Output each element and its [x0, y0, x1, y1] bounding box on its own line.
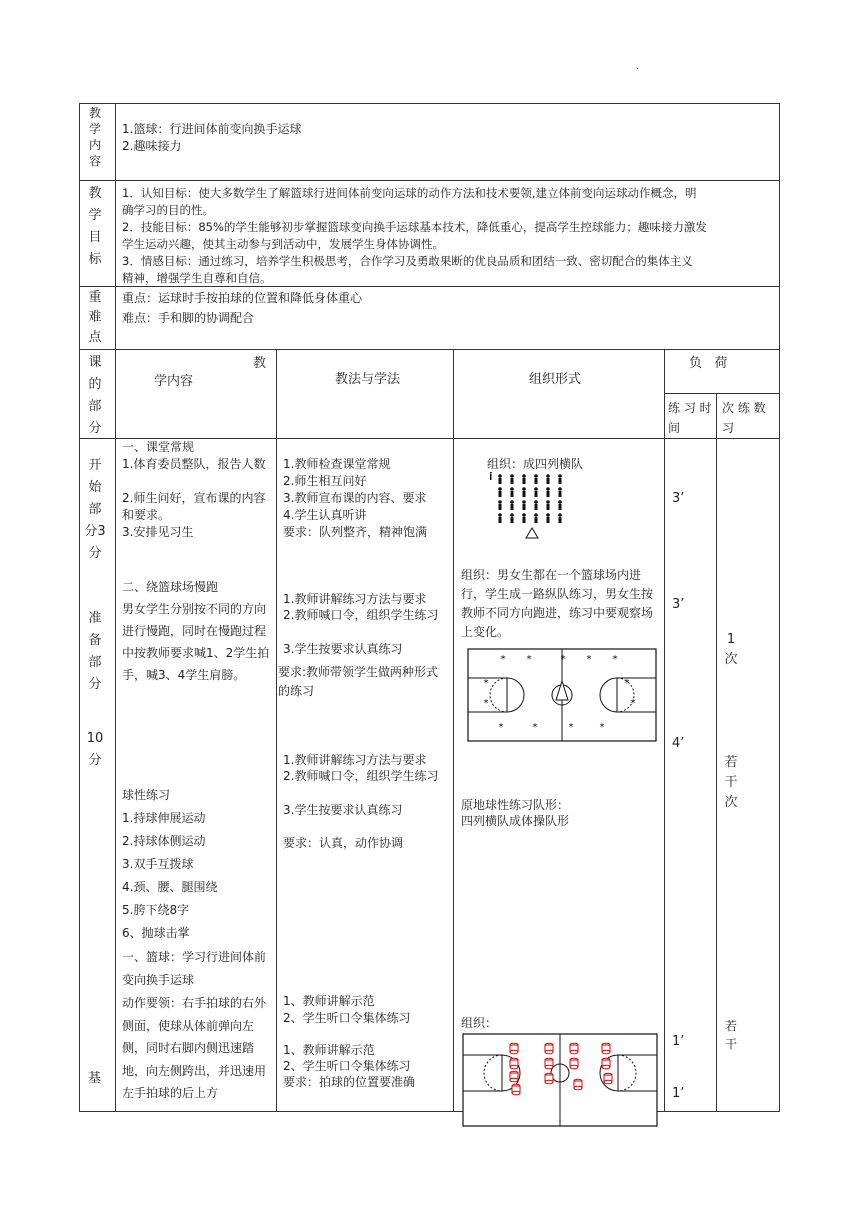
content-s3-item-2: 2.持球体侧运动 — [122, 834, 206, 848]
svg-text:*: * — [483, 698, 489, 709]
header-count: 次 练 数 习 — [722, 401, 766, 435]
goals-line-4: 学生运动兴趣，使其主动参与到活动中，发展学生身体协调性。 — [122, 237, 444, 251]
svg-text:*: * — [500, 654, 506, 665]
goals-line-1: 1．认知目标：使大多数学生了解篮球行进间体前变向运球的动作方法和技术要领,建立体前变向运球动作概念，明 — [122, 186, 697, 200]
content-s1-item-2: 2.师生问好，宣布课的内容和要求。 — [122, 491, 266, 522]
org-2: 组织：男女生都在一个篮球场内进行，学生成一路纵队练习，男女生按教师不同方向跑进，练习中要观察场上变化。 — [461, 568, 654, 639]
org-1: 组织：成四列横队 — [487, 457, 584, 471]
content-s3-item-4: 4.颈、腰、腿围绕 — [122, 880, 218, 894]
count-1: 1次 — [724, 632, 738, 667]
method-2-line-2: 2.教师喊口令，组织学生练习 — [283, 608, 439, 622]
header-method: 教法与学法 — [335, 372, 401, 387]
content-s1-title: 一、课堂常规 — [122, 440, 195, 454]
content-s3-item-1: 1.持球伸展运动 — [122, 811, 206, 825]
part-start: 开始部分3分 — [84, 458, 106, 561]
time-1: 3’ — [672, 491, 685, 506]
svg-text:*: * — [586, 654, 592, 665]
formation-diagram — [490, 472, 580, 542]
part-prep-min: 10分 — [86, 731, 104, 768]
court-diagram-2 — [462, 1033, 658, 1127]
content-s3-title: 球性练习 — [122, 788, 171, 802]
svg-text:*: * — [532, 722, 538, 733]
org-3a: 原地球性练习队形： — [461, 798, 570, 812]
time-4: 1’ — [672, 1034, 685, 1049]
content-s3-item-5: 5.胯下绕8字 — [122, 903, 190, 917]
svg-text:*: * — [630, 698, 636, 709]
svg-text:*: * — [560, 654, 566, 665]
goals-line-2: 确学习的目的性。 — [122, 203, 214, 217]
method-1-line-3: 3.教师宣布课的内容、要求 — [283, 491, 427, 505]
method-1-line-4: 4.学生认真听讲 — [283, 508, 367, 522]
method-3-line-3: 3.学生按要求认真练习 — [283, 803, 403, 817]
header-content-b: 学内容 — [154, 374, 194, 389]
label-key: 重难点 — [88, 290, 102, 345]
header-load: 负 荷 — [689, 356, 728, 371]
content-s4-text: 动作要领：右手拍球的右外侧面，使球从体前弹向左侧，同时右脚内侧迅速踏地，向左侧跨出，并迅速用左手拍球的后上方 — [122, 996, 267, 1100]
method-1-line-5: 要求：队列整齐，精神饱满 — [283, 525, 428, 539]
svg-text:*: * — [498, 722, 504, 733]
content-s3-item-6: 6、抛球击掌 — [122, 926, 190, 940]
label-goals: 教学目标 — [88, 186, 102, 267]
method-5-line-3: 要求：拍球的位置要准确 — [283, 1075, 416, 1089]
header-part: 课的部分 — [88, 355, 102, 436]
content-s2-text: 男女学生分别按不同的方向进行慢跑，同时在慢跑过程中按教师要求喊1、2学生拍手，喊3、4学生肩膀。 — [122, 602, 270, 682]
goals-line-3: 2．技能目标：85%的学生能够初步掌握篮球变向换手运球基本技术，降低重心，提高学生控球能力；趣味接力激发 — [122, 220, 707, 234]
content-s1-item-3: 3.安排见习生 — [122, 525, 194, 539]
header-content-a: 教 — [253, 356, 267, 371]
label-content: 教学内容 — [88, 106, 101, 168]
key-line-1: 重点：运球时手按拍球的位置和降低身体重心 — [122, 291, 363, 305]
goals-line-6: 精神，增强学生自尊和自信。 — [122, 271, 272, 285]
count-2: 若干次 — [724, 755, 738, 810]
student-figures — [490, 472, 492, 480]
method-2-line-4: 要求:教师带领学生做两种形式的练习 — [278, 665, 439, 698]
method-3-line-4: 要求：认真，动作协调 — [283, 836, 404, 850]
svg-text:*: * — [599, 722, 605, 733]
org-4: 组织： — [461, 1016, 498, 1030]
org-3b: 四列横队成体操队形 — [461, 814, 570, 828]
court-diagram-1 — [467, 648, 657, 742]
method-4-line-1: 1、教师讲解示范 — [283, 994, 375, 1008]
method-2-line-1: 1.教师讲解练习方法与要求 — [283, 592, 427, 606]
teacher-triangle-icon — [526, 528, 538, 538]
svg-text:*: * — [483, 678, 489, 689]
method-5-line-1: 1、教师讲解示范 — [283, 1043, 375, 1057]
corner-mark: . — [636, 61, 640, 72]
goals-line-5: 3．情感目标：通过练习，培养学生积极思考，合作学习及勇敢果断的优良品质和团结一致、密切配合的集体主义 — [122, 254, 693, 268]
part-base: 基 — [88, 1071, 102, 1086]
svg-text:*: * — [526, 654, 532, 665]
part-prep: 准备部分 — [88, 611, 102, 692]
content-s4-title: 一、篮球：学习行进间体前变向换手运球 — [122, 950, 267, 987]
svg-text:*: * — [624, 678, 630, 689]
content-s3-item-3: 3.双手互拨球 — [122, 857, 194, 871]
method-3-line-2: 2.教师喊口令，组织学生练习 — [283, 769, 439, 783]
svg-text:*: * — [568, 722, 574, 733]
count-3: 若干 — [724, 1019, 737, 1051]
time-2: 3’ — [672, 597, 685, 612]
method-4-line-2: 2、学生听口令集体练习 — [283, 1011, 411, 1025]
content-line-2: 2.趣味接力 — [122, 139, 182, 153]
method-2-line-3: 3.学生按要求认真练习 — [283, 642, 403, 656]
time-3: 4’ — [672, 736, 685, 751]
content-line-1: 1.篮球：行进间体前变向换手运球 — [122, 122, 302, 136]
time-5: 1’ — [672, 1086, 685, 1101]
content-s2-title: 二、绕篮球场慢跑 — [122, 580, 219, 594]
method-1-line-2: 2.师生相互问好 — [283, 474, 367, 488]
method-3-line-1: 1.教师讲解练习方法与要求 — [283, 753, 427, 767]
method-5-line-2: 2、学生听口令集体练习 — [283, 1059, 411, 1073]
svg-text:*: * — [612, 654, 618, 665]
header-org: 组织形式 — [529, 372, 582, 387]
header-time: 练 习 时间 — [668, 401, 712, 435]
key-line-2: 难点：手和脚的协调配合 — [122, 311, 255, 325]
content-s1-item-1: 1.体育委员整队，报告人数 — [122, 457, 266, 471]
method-1-line-1: 1.教师检查课堂常规 — [283, 457, 391, 471]
